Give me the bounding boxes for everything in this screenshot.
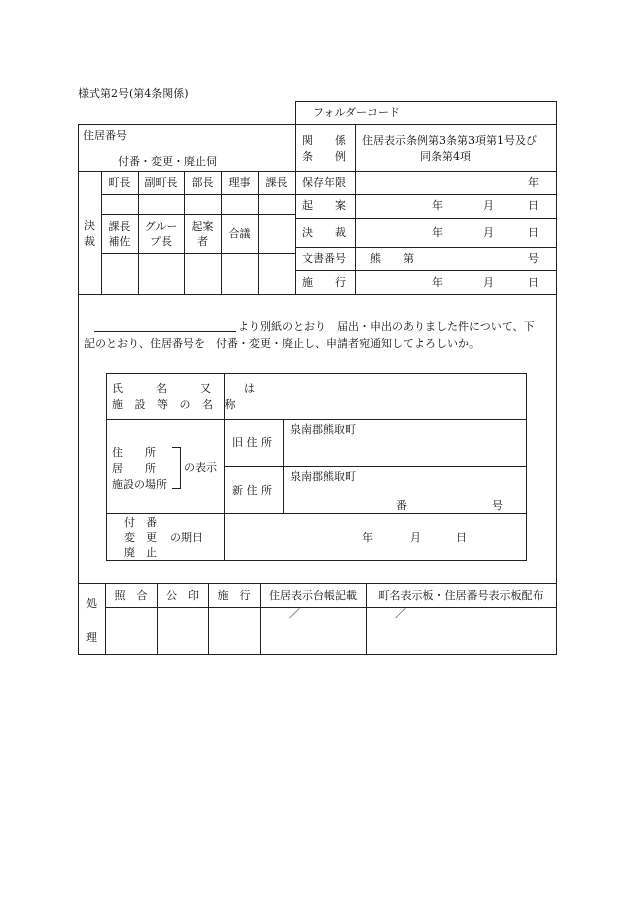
retention-label: 保存年限 bbox=[302, 176, 346, 189]
decision-day: 日 bbox=[528, 226, 539, 239]
folder-code-label: フォルダーコード bbox=[313, 106, 401, 119]
draft-year: 年 bbox=[432, 199, 443, 212]
enforce-day: 日 bbox=[528, 276, 539, 289]
approver-mayor: 町長 bbox=[108, 176, 131, 189]
approver-drafter-2: 者 bbox=[197, 235, 208, 248]
action-types: 付番・変更・廃止伺 bbox=[118, 155, 217, 168]
body-line-2: 記のとおり、住居番号を 付番・変更・廃止し、申請者宛通知してよろしいか。 bbox=[84, 337, 480, 350]
approval-vertical-2: 裁 bbox=[84, 235, 95, 248]
approver-group-1: グルー bbox=[144, 220, 178, 233]
new-addr-label: 新 住 所 bbox=[232, 484, 272, 497]
process-label-1: 処 bbox=[86, 597, 97, 610]
related-text-2: 同条第4項 bbox=[420, 150, 471, 163]
new-addr-go: 号 bbox=[492, 499, 503, 512]
related-text-1: 住居表示条例第3条第3項第1号及び bbox=[362, 134, 537, 147]
approver-consult: 合議 bbox=[228, 227, 251, 240]
name-label-2: 施 設 等 の 名 称 bbox=[112, 398, 240, 411]
approval-vertical-1: 決 bbox=[84, 219, 95, 232]
doc-number-unit: 号 bbox=[528, 252, 539, 265]
approver-assistant-2: 補佐 bbox=[108, 235, 131, 248]
bracket bbox=[172, 447, 181, 489]
approver-board: 理事 bbox=[228, 176, 251, 189]
addr-label-1: 住 所 bbox=[112, 446, 156, 459]
body-line-1: より別紙のとおり 届出・申出のありました件について、下 bbox=[238, 320, 535, 333]
approver-director: 部長 bbox=[191, 176, 214, 189]
decision-year: 年 bbox=[432, 226, 443, 239]
address-number-label: 住居番号 bbox=[83, 129, 127, 142]
retention-unit: 年 bbox=[528, 176, 539, 189]
related-label-2: 条 例 bbox=[302, 150, 346, 163]
approver-assistant-1: 課長 bbox=[108, 220, 131, 233]
doc-number-prefix: 熊 第 bbox=[370, 252, 414, 265]
old-addr-value: 泉南郡熊取町 bbox=[290, 423, 356, 436]
process-col-seal: 公 印 bbox=[166, 589, 199, 602]
new-addr-value: 泉南郡熊取町 bbox=[290, 470, 356, 483]
process-col-ledger: 住居表示台帳記載 bbox=[269, 589, 357, 602]
draft-day: 日 bbox=[528, 199, 539, 212]
ledger-slash: ／ bbox=[289, 607, 300, 620]
approver-vice-mayor: 副町長 bbox=[144, 176, 178, 189]
approver-group-2: プ長 bbox=[150, 235, 172, 248]
addr-suffix: の表示 bbox=[184, 461, 217, 474]
name-label-1: 氏 名 又 は bbox=[112, 382, 266, 395]
change-suffix: の期日 bbox=[170, 531, 203, 544]
form-title: 様式第2号(第4条関係) bbox=[78, 87, 189, 100]
process-col-signboard: 町名表示板・住居番号表示板配布 bbox=[378, 589, 544, 602]
new-addr-ban: 番 bbox=[396, 499, 407, 512]
doc-number-label: 文書番号 bbox=[302, 252, 346, 265]
approver-drafter-1: 起案 bbox=[191, 220, 214, 233]
old-addr-label: 旧 住 所 bbox=[232, 436, 272, 449]
related-label-1: 関 係 bbox=[302, 134, 346, 147]
enforce-year: 年 bbox=[432, 276, 443, 289]
change-label-1: 付 番 bbox=[124, 516, 157, 529]
approver-section-chief: 課長 bbox=[265, 176, 288, 189]
addr-label-2: 居 所 bbox=[112, 462, 156, 475]
decision-label: 決 裁 bbox=[302, 226, 346, 239]
enforce-label: 施 行 bbox=[302, 276, 346, 289]
change-day: 日 bbox=[456, 531, 467, 544]
addr-label-3: 施設の場所 bbox=[112, 478, 167, 491]
draft-label: 起 案 bbox=[302, 199, 346, 212]
change-year: 年 bbox=[362, 531, 373, 544]
process-col-enforce: 施 行 bbox=[217, 589, 251, 602]
process-label-2: 理 bbox=[86, 631, 97, 644]
enforce-month: 月 bbox=[483, 276, 494, 289]
change-label-3: 廃 止 bbox=[124, 546, 157, 559]
signboard-slash: ／ bbox=[395, 607, 406, 620]
draft-month: 月 bbox=[483, 199, 494, 212]
applicant-blank bbox=[94, 331, 236, 332]
change-label-2: 変 更 bbox=[124, 531, 157, 544]
change-month: 月 bbox=[410, 531, 421, 544]
decision-month: 月 bbox=[483, 226, 494, 239]
process-col-check: 照 合 bbox=[114, 589, 148, 602]
